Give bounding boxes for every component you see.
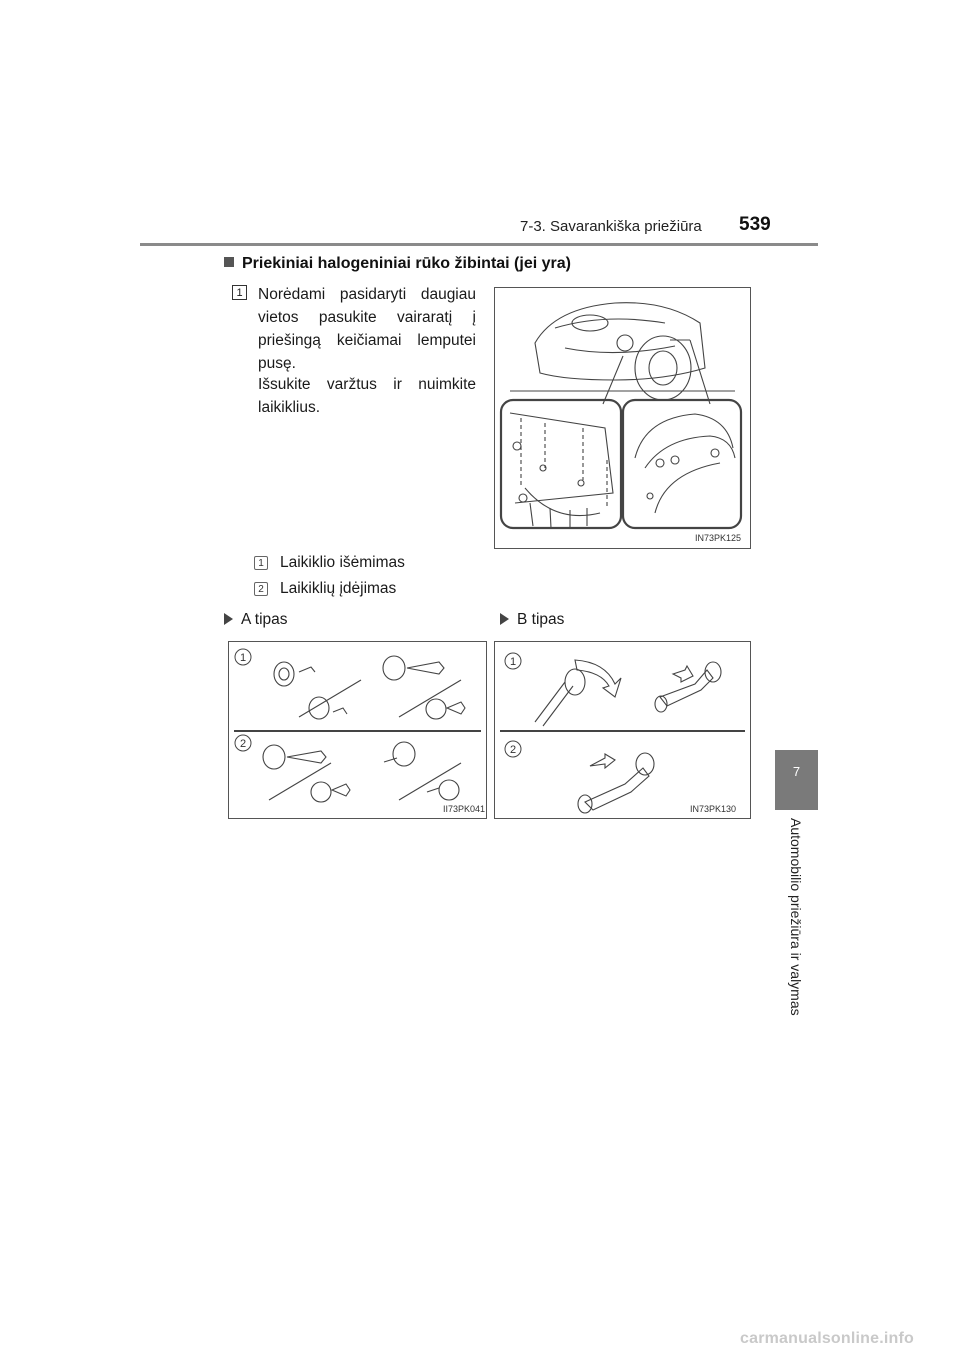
triangle-bullet-icon [500,613,509,625]
watermark-logo: carmanualsonline.info [740,1330,915,1347]
chapter-tab: 7 [775,750,818,810]
caption-text-2: Laikiklių įdėjimas [280,580,397,597]
caption-text-1: Laikiklio išėmimas [280,554,405,571]
section-heading-text: Priekiniai halogeniniai rūko žibintai (jei yra) [242,255,571,272]
chapter-side-title [780,818,812,1028]
fog-light-illustration [494,287,751,549]
figure-code-main: IN73PK125 [695,533,742,543]
caption-number-1: 1 [254,556,268,570]
type-b-label [500,611,564,629]
type-a-step-1: 1 [239,652,247,664]
type-a-label [224,611,288,629]
square-bullet-icon [224,257,234,267]
type-b-step-2: 2 [509,744,517,756]
instruction-paragraph-2: Išsukite varžtus ir nuimkite laikiklius. [258,376,476,416]
header-divider [140,243,818,246]
type-a-label-text: A tipas [241,611,288,628]
type-b-clip-illustration [494,641,751,819]
car-front-bumper-drawing [495,288,750,548]
type-a-clip-drawing [229,642,486,818]
caption-number-2: 2 [254,582,268,596]
type-a-step-2: 2 [239,738,247,750]
type-b-label-text: B tipas [517,611,565,628]
step-number: 1 [232,285,247,300]
triangle-bullet-icon [224,613,233,625]
figure-code-type-b: IN73PK130 [690,804,737,814]
section-heading [224,255,571,273]
instruction-paragraph-1: Norėdami pasidaryti daugiau vietos pasukite vairaratį į priešingą keičiamai lemputei pusę. [258,286,476,372]
type-b-step-1: 1 [509,656,517,668]
page-number: 539 [739,214,771,235]
type-a-clip-illustration [228,641,487,819]
chapter-side-title-text: Automobilio priežiūra ir valymas [788,818,804,1016]
type-b-clip-drawing [495,642,750,818]
section-title: 7-3. Savarankiška priežiūra [520,218,702,235]
figure-code-type-a: II73PK041 [443,804,486,814]
